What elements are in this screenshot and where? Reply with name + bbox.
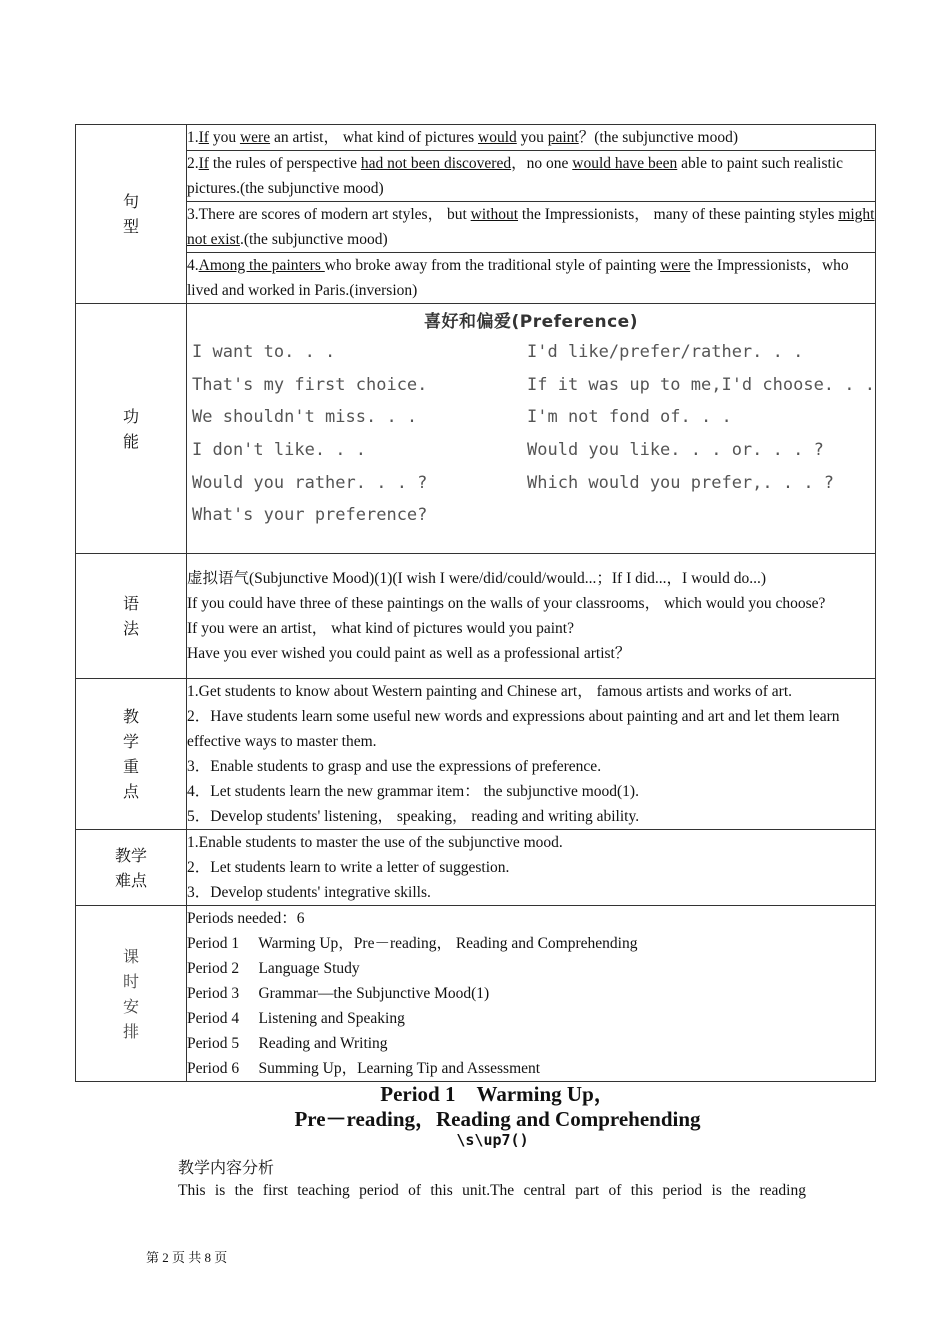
text-run: 3.There are scores of modern art styles， but bbox=[187, 206, 471, 223]
text-line: Period 3 Grammar—the Subjunctive Mood(1) bbox=[187, 985, 490, 1002]
underlined-phrase: Among the painters bbox=[198, 257, 325, 274]
text-run: 4. bbox=[187, 257, 199, 274]
label-difficulties bbox=[76, 830, 187, 906]
text-line: 1.Get students to know about Western painting and Chinese art， famous artists and works of art. bbox=[187, 683, 793, 700]
preference-title: 喜好和偏爱(Preference) bbox=[424, 312, 638, 332]
text-line: Period 1 Warming Up，Pre－reading， Reading and Comprehending bbox=[187, 935, 638, 952]
label-char: 法 bbox=[122, 619, 139, 638]
label-char: 难点 bbox=[114, 870, 147, 890]
text-line: If you were an artist， what kind of pictures would you paint? bbox=[187, 620, 574, 637]
text-line: Period 6 Summing Up，Learning Tip and Assessment bbox=[187, 1060, 541, 1077]
lesson-plan-table bbox=[75, 124, 876, 1082]
underlined-phrase: were bbox=[239, 129, 271, 146]
text-line: If you could have three of these paintings on the walls of your classrooms， which would you choose? bbox=[187, 595, 826, 612]
text-run: you bbox=[516, 129, 548, 146]
text-line: 5．Develop students' listening， speaking， reading and writing ability. bbox=[187, 808, 640, 825]
label-char: 课 bbox=[122, 946, 139, 966]
text-run: 2. bbox=[187, 155, 199, 172]
text-line: Would you rather. . . ? bbox=[192, 472, 428, 493]
label-char: 句 bbox=[122, 192, 139, 211]
text-line: I'd like/prefer/rather. . . bbox=[527, 342, 804, 362]
text-line: 4．Let students learn the new grammar item： the subjunctive mood(1). bbox=[187, 783, 639, 800]
underlined-phrase: If bbox=[198, 129, 209, 146]
sentence-pattern-1 bbox=[187, 125, 876, 151]
preference-expressions bbox=[187, 304, 876, 554]
text-line: 2．Have students learn some useful new words and expressions about painting and art and let them learn effective ways to master them. bbox=[187, 708, 840, 750]
underlined-phrase: had not been discovered bbox=[360, 155, 512, 172]
label-schedule bbox=[76, 906, 187, 1082]
text-line: I'm not fond of. . . bbox=[527, 407, 732, 428]
label-char: 教 bbox=[122, 707, 139, 726]
field-code-text: \s\up7() bbox=[456, 1131, 529, 1149]
label-char: 语 bbox=[122, 594, 139, 613]
text-line: Have you ever wished you could paint as well as a professional artist？ bbox=[187, 645, 631, 662]
analysis-title: 教学内容分析 bbox=[178, 1158, 275, 1177]
text-run: 1. bbox=[187, 129, 199, 146]
label-sentence-patterns bbox=[76, 125, 187, 304]
text-line: Would you like. . . or. . . ? bbox=[527, 440, 824, 461]
period-heading-line1: Period 1 Warming Up， bbox=[380, 1082, 615, 1106]
sentence-pattern-4 bbox=[187, 253, 876, 304]
underlined-phrase: without bbox=[470, 206, 519, 223]
text-line: Period 5 Reading and Writing bbox=[187, 1035, 388, 1052]
text-run: the Impressionists，who lived and worked in Paris.(inversion) bbox=[187, 257, 849, 299]
text-run: the Impressionists， many of these painting styles bbox=[518, 206, 839, 223]
underlined-phrase: would have been bbox=[572, 155, 678, 172]
label-char: 时 bbox=[122, 971, 139, 991]
text-line: 虚拟语气(Subjunctive Mood)(1)(I wish I were/did/could/would...；If I did...，I would do...) bbox=[187, 570, 767, 587]
underlined-phrase: paint bbox=[547, 129, 579, 146]
text-line: 1.Enable students to master the use of the subjunctive mood. bbox=[187, 834, 563, 851]
label-char: 点 bbox=[122, 782, 139, 801]
key-points-content bbox=[187, 679, 876, 830]
text-line: 2．Let students learn to write a letter of suggestion. bbox=[187, 859, 510, 876]
text-line: I don't like. . . bbox=[192, 440, 366, 461]
label-char: 型 bbox=[122, 217, 139, 236]
text-line: That's my first choice. bbox=[192, 374, 428, 395]
text-run: .(the subjunctive mood) bbox=[239, 231, 388, 248]
label-char: 重 bbox=[122, 757, 139, 776]
label-char: 能 bbox=[122, 431, 139, 451]
label-char: 功 bbox=[122, 406, 139, 426]
underlined-phrase: might not exist bbox=[187, 206, 875, 248]
underlined-phrase: If bbox=[198, 155, 209, 172]
schedule-content bbox=[187, 906, 876, 1082]
sentence-pattern-2 bbox=[187, 151, 876, 202]
page-footer: 第 2 页 共 8 页 bbox=[146, 1250, 228, 1265]
text-run: an artist， what kind of pictures bbox=[270, 129, 478, 146]
text-line: I want to. . . bbox=[192, 342, 336, 362]
sentence-pattern-3 bbox=[187, 202, 876, 253]
text-run: who broke away from the traditional style of painting bbox=[324, 257, 661, 274]
underlined-phrase: were bbox=[660, 257, 691, 274]
text-line: Periods needed：6 bbox=[187, 910, 305, 927]
text-line: We shouldn't miss. . . bbox=[192, 407, 418, 428]
text-line: Period 2 Language Study bbox=[187, 960, 360, 977]
label-char: 安 bbox=[122, 996, 139, 1016]
label-char: 排 bbox=[122, 1021, 139, 1041]
text-line: What's your preference? bbox=[192, 505, 428, 526]
text-run: ，no one bbox=[511, 155, 573, 172]
label-function bbox=[76, 304, 187, 554]
underlined-phrase: would bbox=[478, 129, 517, 146]
text-run: ？(the subjunctive mood) bbox=[578, 129, 739, 146]
text-run: you bbox=[208, 129, 240, 146]
text-line: 3．Enable students to grasp and use the expressions of preference. bbox=[187, 758, 602, 775]
text-line: 3．Develop students' integrative skills. bbox=[187, 884, 431, 901]
preference-right-column bbox=[527, 336, 875, 532]
text-run: the rules of perspective bbox=[208, 155, 361, 172]
grammar-content bbox=[187, 554, 876, 679]
text-line: Period 4 Listening and Speaking bbox=[187, 1010, 405, 1027]
preference-left-column bbox=[192, 336, 527, 532]
text-line: If it was up to me,I'd choose. . . bbox=[527, 374, 875, 395]
analysis-text: This is the first teaching period of this unit.The central part of this period is the reading bbox=[178, 1182, 806, 1199]
label-char: 教学 bbox=[114, 845, 147, 865]
period-heading-line2: Pre－reading，Reading and Comprehending bbox=[294, 1107, 701, 1131]
label-key-points bbox=[76, 679, 187, 830]
text-line: Which would you prefer,. . . ? bbox=[527, 472, 835, 493]
label-grammar bbox=[76, 554, 187, 679]
difficulties-content bbox=[187, 830, 876, 906]
text-run: able to paint such realistic pictures.(the subjunctive mood) bbox=[187, 155, 843, 197]
label-char: 学 bbox=[122, 732, 139, 751]
